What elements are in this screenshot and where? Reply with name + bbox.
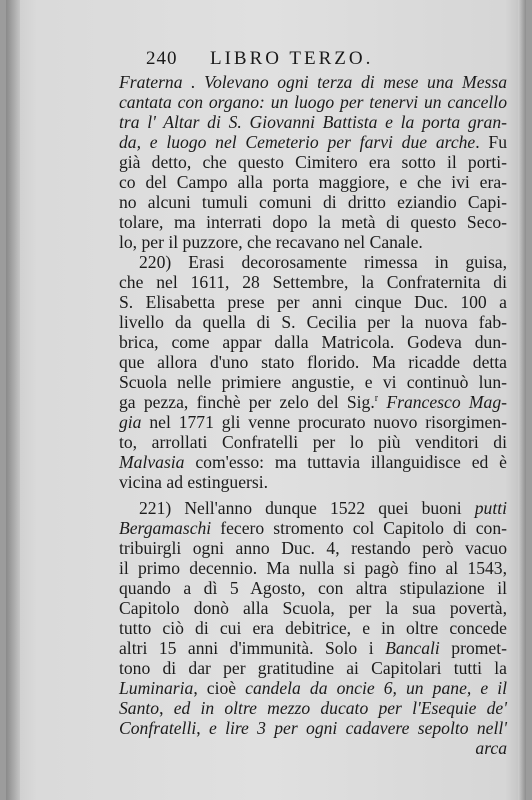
text-segment: com'esso: ma tuttavia illanguidisce ed è	[184, 452, 507, 472]
italic-segment: tra l' Altar di S. Giovanni Battista e la porta gran-	[119, 112, 507, 132]
text-segment: r	[374, 393, 379, 405]
italic-segment: Malvasia	[119, 452, 185, 472]
text-segment: già detto, che questo Cimitero era sotto il porti-	[119, 152, 507, 172]
text-segment: brica, come appar dalla Matricola. Godeva dun-	[119, 332, 507, 352]
text-line	[119, 272, 507, 292]
text-line	[119, 738, 507, 758]
text-segment: altri 15 anni d'immunità. Solo i	[119, 638, 386, 658]
text-line	[119, 112, 507, 132]
text-line	[119, 498, 507, 518]
text-segment: ,	[159, 698, 174, 718]
page-edge	[518, 0, 526, 800]
text-segment: to, arrollati Confratelli per lo più venditori di	[119, 432, 507, 452]
page-number: 240	[146, 48, 178, 69]
text-line	[119, 132, 507, 152]
italic-segment: Confratelli	[119, 718, 197, 738]
text-line	[119, 518, 507, 538]
text-segment: co del Campo alla porta maggiore, e che ivi era-	[119, 172, 507, 192]
text-line	[119, 412, 507, 432]
italic-segment: gia	[119, 412, 142, 432]
text-segment: il primo decennio. Ma nulla si pagò fino al 1543,	[119, 558, 507, 578]
text-line	[119, 432, 507, 452]
italic-segment: da, e luogo nel Cemeterio per farvi due arche	[119, 132, 476, 152]
text-line	[119, 658, 507, 678]
text-segment: tono di dar per gratitudine ai Capitolari tutti la	[119, 658, 507, 678]
text-line	[119, 352, 507, 372]
text-segment: tolare, ma interrati dopo la metà di questo Seco-	[119, 212, 507, 232]
italic-segment: Luminaria	[119, 678, 194, 698]
text-segment: . Fu	[475, 132, 507, 152]
text-line	[119, 152, 507, 172]
text-line	[119, 192, 507, 212]
text-line	[119, 172, 507, 192]
text-segment: che nel 1611, 28 Settembre, la Confraternita di	[119, 272, 507, 292]
book-title: LIBRO TERZO.	[210, 48, 374, 69]
text-segment: no alcuni tumuli comuni di dritto eziandio Capi-	[119, 192, 507, 212]
text-line	[119, 578, 507, 598]
italic-segment: Bergamaschi	[119, 518, 212, 538]
body-text	[119, 72, 507, 758]
text-line	[119, 598, 507, 618]
italic-segment: cantata con organo: un luogo per tenervi un cancello	[119, 92, 507, 112]
text-line	[119, 372, 507, 392]
italic-segment: putti	[474, 498, 507, 518]
italic-segment: Francesco Mag-	[386, 392, 507, 412]
italic-segment: e lire 3 per ogni cadavere sepolto nell'	[208, 718, 508, 738]
text-segment: lo, per il puzzore, che recavano nel Canale.	[119, 232, 423, 252]
text-segment: 221) Nell'anno dunque 1522 quei buoni	[139, 498, 475, 518]
text-segment: quando a dì 5 Agosto, con altra stipulazione il	[119, 578, 507, 598]
text-line	[119, 698, 507, 718]
text-line	[119, 212, 507, 232]
text-line	[119, 292, 507, 312]
text-line	[119, 472, 507, 492]
text-line	[119, 638, 507, 658]
italic-segment: Santo	[119, 698, 160, 718]
text-segment: tribuirgli ogni anno Duc. 4, restando però vacuo	[119, 538, 507, 558]
text-line	[119, 252, 507, 272]
italic-segment: ed in oltre mezzo ducato per l'Esequie de'	[173, 698, 508, 718]
text-line	[119, 558, 507, 578]
text-line	[119, 452, 507, 472]
text-line	[119, 618, 507, 638]
text-line	[119, 678, 507, 698]
text-segment: promet-	[439, 638, 507, 658]
text-line	[119, 92, 507, 112]
text-segment: livello da quella di S. Cecilia per la nuova fab-	[119, 312, 507, 332]
text-line	[119, 718, 507, 738]
book-page	[6, 0, 526, 800]
running-head	[146, 48, 476, 70]
text-line	[119, 312, 507, 332]
binding-gutter	[6, 0, 20, 800]
text-line	[119, 332, 507, 352]
italic-segment: Bancali	[385, 638, 440, 658]
text-line	[119, 538, 507, 558]
text-segment: que allora d'uno stato florido. Ma ricadde detta	[119, 352, 507, 372]
text-segment: Scuola nelle primiere angustie, e vi continuò lun-	[119, 372, 507, 392]
text-segment: S. Elisabetta prese per anni cinque Duc. 100 a	[119, 292, 507, 312]
text-segment: ,	[196, 718, 209, 738]
text-segment: , cioè	[193, 678, 246, 698]
text-segment: vicina ad estinguersi.	[119, 472, 269, 492]
text-line	[119, 72, 507, 92]
text-segment: Capitolo donò alla Scuola, per la sua povertà,	[119, 598, 507, 618]
text-segment: fecero stromento col Capitolo di con-	[211, 518, 507, 538]
text-segment: 220) Erasi decorosamente rimessa in guisa,	[139, 252, 507, 272]
text-segment: ga pezza, finchè per zelo del Sig.	[119, 392, 375, 412]
italic-segment: Fraterna . Volevano ogni terza di mese una Messa	[119, 72, 507, 92]
italic-segment: arca	[475, 738, 507, 758]
text-segment: tutto ciò di cui era debitrice, e in oltre concede	[119, 618, 507, 638]
italic-segment: candela da oncie 6, un pane, e il	[245, 678, 507, 698]
text-line	[119, 392, 507, 412]
text-line	[119, 232, 507, 252]
text-segment: nel 1771 gli venne procurato nuovo risorgimen-	[141, 412, 507, 432]
